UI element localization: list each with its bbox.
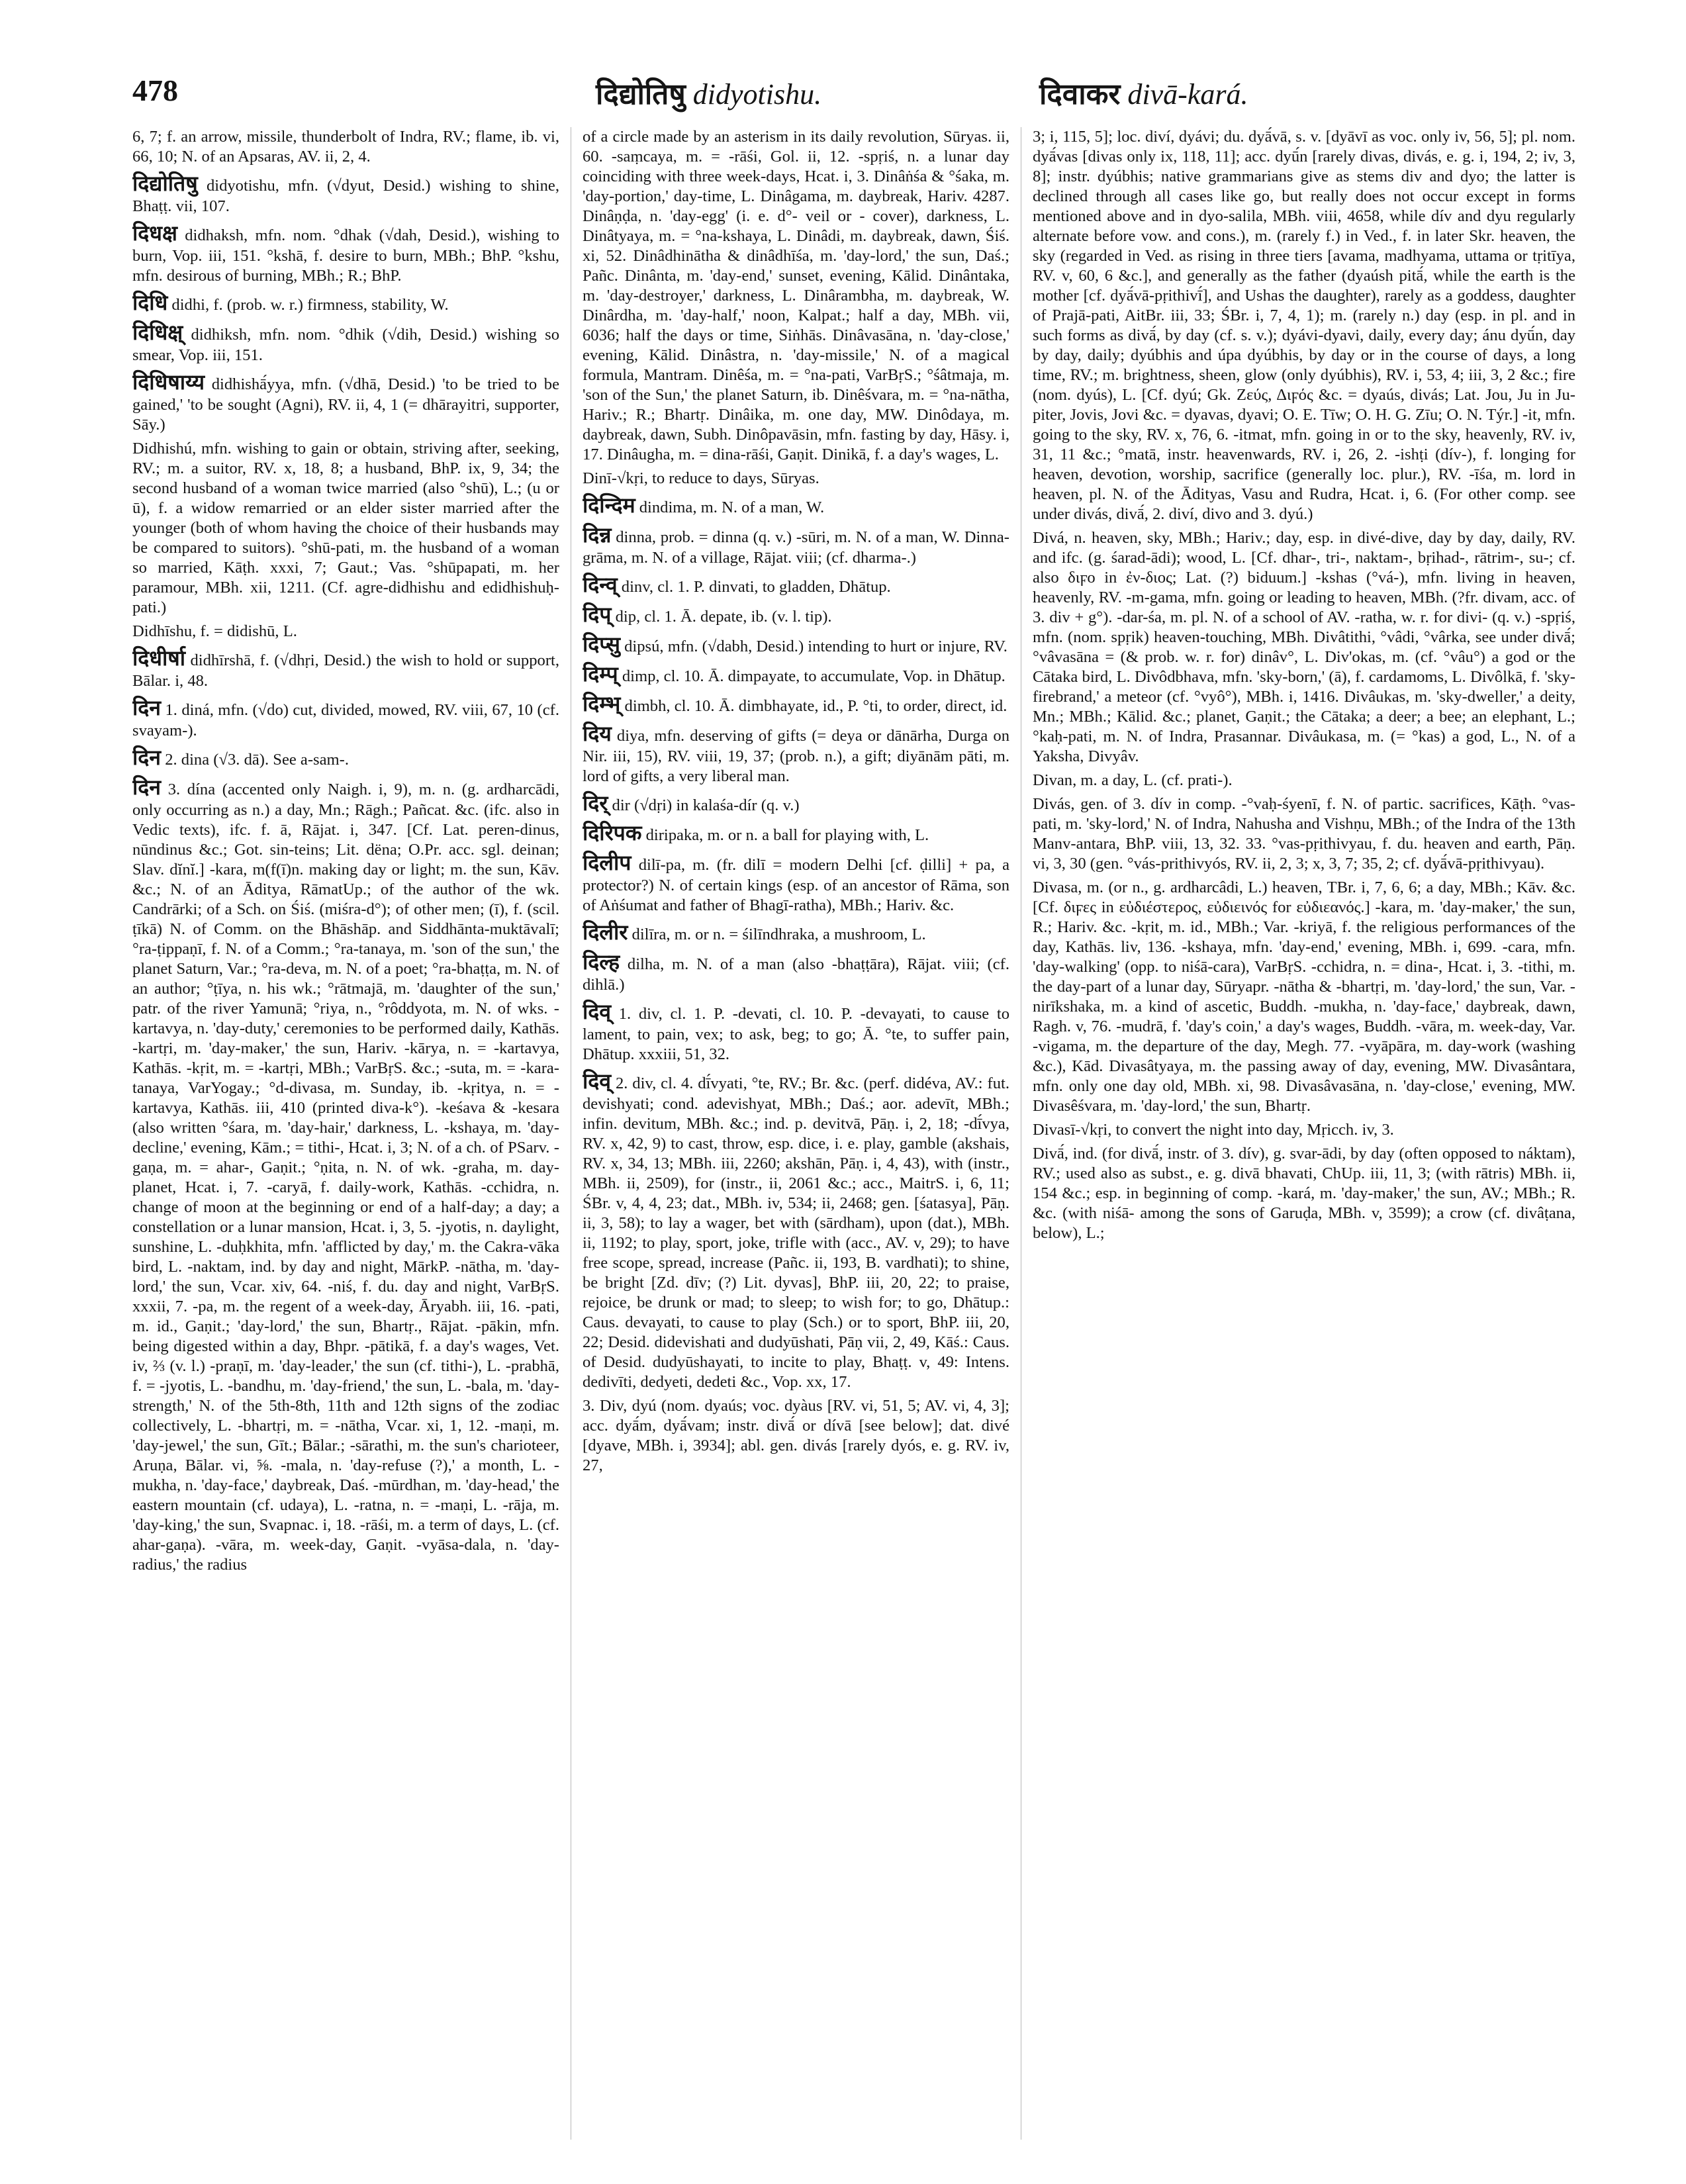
entry-text: didyotishu, mfn. (√dyut, Desid.) wishing to shine, Bhaṭṭ. vii, 107. (132, 177, 559, 216)
entry-paragraph (583, 820, 1009, 846)
entry-text: dindima, m. N. of a man, W. (639, 499, 825, 516)
entry-text: Didhīshu, f. = didishū, L. (132, 622, 297, 641)
dictionary-entry (132, 775, 559, 1575)
entry-continuation (1033, 1144, 1575, 1243)
entry-text: 2. div, cl. 4. dī́vyati, °te, RV.; Br. &c. (perf. didéva, AV.: fut. devishyati; cond. adevishyat, MBh.; Daś.; aor. adevīt, MBh.; infin. devitum, MBh. &c.; ind. p. devitvā, Pāṇ. i, 2, 18; -dī́vya, RV. x, 42, 9) to cast, throw, esp. dice, i. e. play, gamble (akshais, RV. x, 34, 13; MBh. iii, 2260; akshān, Pāṇ. i, 4, 43), with (instr., MBh. ii, 2509), for (instr., ii, 2061 &c.; acc., MaitrS. i, 6, 11; ŚBr. v, 4, 4, 23; dat., MBh. iv, 534; ii, 2468; gen. [śatasya], Pāṇ. ii, 3, 58); to lay a wager, bet with (sārdham), upon (dat.), MBh. ii, 1192; to play, sport, joke, trifle with (acc., AV. v, 29); to have free scope, spread, increase (Pañc. ii, 193, B. vardhati); to shine, be bright [Zd. dīv; (?) Lit. dyvas], BhP. iii, 20, 22; to praise, rejoice, be drunk or mad; to sleep; to wish for; to go, Dhātup.: Caus. devayati, to cause to play (Sch.) or to sport, BhP. iii, 20, 22; Desid. didevishati and dudyūshati, Pāṇ vii, 2, 49, Kāś.: Caus. of Desid. dudyūshayati, to incite to play, Bhaṭṭ. v, 49: Intens. dedivīti, dedyeti, dedeti &c., Vop. xx, 17. (583, 1074, 1009, 1392)
dictionary-entry (583, 572, 1009, 598)
left-running-head-roman: didyotishu. (692, 78, 822, 111)
dictionary-entry (583, 999, 1009, 1065)
entry-paragraph (132, 622, 559, 641)
right-running-head-devanagari: दिवाकर (1039, 78, 1121, 111)
entry-paragraph (1033, 771, 1575, 790)
entry-continuation (583, 1396, 1009, 1476)
entry-headword-devanagari: दिधि (132, 291, 168, 315)
dictionary-entry (132, 290, 559, 316)
dictionary-entry (583, 721, 1009, 786)
entry-text: Dinī-√kṛi, to reduce to days, Sūryas. (583, 469, 820, 487)
column-2 (583, 127, 1009, 2153)
entry-headword-devanagari: दिम्प् (583, 662, 618, 687)
dictionary-entry (583, 632, 1009, 657)
dictionary-entry (583, 661, 1009, 687)
entry-headword-devanagari: दिव् (583, 1069, 612, 1094)
entry-text: Divan, m. a day, L. (cf. prati-). (1033, 771, 1233, 789)
column-1 (132, 127, 559, 2153)
entry-headword-devanagari: दिधीर्षा (132, 646, 186, 671)
dictionary-entry (583, 790, 1009, 816)
entry-paragraph (583, 469, 1009, 489)
entry-headword-devanagari: दिल्ह (583, 950, 620, 974)
entry-paragraph (583, 493, 1009, 518)
dictionary-entry (132, 320, 559, 365)
entry-paragraph (132, 439, 559, 618)
entry-headword-devanagari: दिम्भ् (583, 692, 621, 716)
entry-paragraph (132, 290, 559, 316)
entry-paragraph (583, 632, 1009, 657)
entry-continuation (1033, 528, 1575, 767)
dictionary-entry (132, 369, 559, 435)
page-number: 478 (132, 73, 178, 107)
right-running-head-roman: divā-kará. (1127, 78, 1248, 111)
entry-text: Didhishú, mfn. wishing to gain or obtain, striving after, seeking, RV.; m. a suitor, RV. x, 18, 8; a husband, BhP. ix, 9, 34; the second husband of a woman twice married (also °shū), L.; (u or ū), f. a widow remarried or an elder sister married after the younger (both of whom having the choice of their husbands may be compared to suitors). °shū-pati, m. the husband of a woman so married, Kāṭh. xxxi, 7; Gaut.; Vas. °shūpapati, m. her paramour, MBh. xii, 1211. (Cf. agre-didhishu and edidhishuḥ-pati.) (132, 440, 559, 617)
entry-paragraph (132, 775, 559, 1575)
entry-headword-devanagari: दिव् (583, 1000, 612, 1024)
entry-text: didhi, f. (prob. w. r.) firmness, stability, W. (171, 296, 449, 314)
entry-paragraph (583, 1396, 1009, 1476)
dictionary-entry (583, 1068, 1009, 1392)
entry-text: didhaksh, mfn. nom. °dhak (√dah, Desid.), wishing to burn, Vop. iii, 151. °kshā, f. desire to burn, MBh.; BhP. °kshu, mfn. desirous of burning, MBh.; R.; BhP. (132, 226, 559, 285)
entry-paragraph (1033, 1144, 1575, 1243)
dictionary-entry (132, 745, 559, 771)
entry-continuation (1033, 1120, 1575, 1140)
entry-text: dilīra, m. or n. = śilīndhraka, a mushroom, L. (632, 926, 926, 944)
entry-headword-devanagari: दिन (132, 745, 162, 770)
dictionary-entry (583, 850, 1009, 916)
entry-paragraph (132, 745, 559, 771)
entry-paragraph (583, 661, 1009, 687)
entry-continuation (1033, 794, 1575, 874)
entry-text: diripaka, m. or n. a ball for playing with, L. (645, 826, 929, 845)
dictionary-entry (583, 949, 1009, 995)
entry-paragraph (583, 999, 1009, 1065)
entry-paragraph (583, 949, 1009, 995)
dictionary-entry (132, 220, 559, 286)
left-running-head-devanagari: दिद्योतिषु (596, 78, 686, 111)
entry-paragraph (583, 790, 1009, 816)
entry-text: dinv, cl. 1. P. dinvati, to gladden, Dhātup. (621, 578, 891, 596)
entry-headword-devanagari: दिर् (583, 791, 608, 816)
entry-continuation (583, 127, 1009, 465)
entry-paragraph (583, 572, 1009, 598)
entry-continuation (1033, 771, 1575, 790)
entry-headword-devanagari: दिधिक्ष् (132, 320, 183, 345)
entry-paragraph (583, 721, 1009, 786)
entry-paragraph (132, 220, 559, 286)
entry-headword-devanagari: दिय (583, 722, 612, 746)
entry-text: 1. diná, mfn. (√do) cut, divided, mowed, RV. viii, 67, 10 (cf. svayam-). (132, 701, 559, 740)
entry-text: didhiksh, mfn. nom. °dhik (√dih, Desid.) wishing so smear, Vop. iii, 151. (132, 326, 559, 365)
entry-paragraph (132, 695, 559, 741)
entry-continuation (132, 439, 559, 618)
entry-text: Divasa, m. (or n., g. ardharcâdi, L.) heaven, TBr. i, 7, 6, 6; a day, MBh.; Kāv. &c. [Cf. διϝες in εὐδιέστερος, εὐδιεινός for εὐδιεανός.] -kara, m. 'day-maker,' the sun, R.; Hariv. &c. -kṛit, m. id., MBh.; Var. -kriyā, f. the religious performances of the day, Kathās. liv, 136. -kshaya, mfn. 'day-end,' evening, MBh. i, 699. -cara, mfn. 'day-walking' (opp. to niśā-cara), VarBṛS. -cchidra, n. = dina-, Hcat. i, 3. -tithi, m. the day-part of a lunar day, Sūryapr. -nātha & -bhartṛi, m. 'day-lord,' the sun, Var. -nirīkshaka, m. a kind of ascetic, Buddh. -mukha, n. 'day-face,' daybreak, dawn, Ragh. v, 76. -mudrā, f. 'day's coin,' a day's wages, Buddh. -vāra, m. week-day, Var. -vigama, m. the departure of the day, Megh. 77. -vyāpāra, m. day-work (washing &c.), Kād. Divasâtyaya, m. the passing away of day, evening, MW. Divasântara, mfn. only one day old, MBh. xi, 98. Divasâvasāna, n. 'day-close,' evening, MW. Divasêśvara, m. 'day-lord,' the sun, Bhartṛ. (1033, 878, 1575, 1115)
entry-text: Divá, n. heaven, sky, MBh.; Hariv.; day, esp. in divé-dive, day by day, daily, RV. and ifc. (g. śarad-ādi); wood, L. [Cf. dhar-, tri-, naktam-, bṛihad-, rātrim-, su-; cf. also διϝο in ἐν-διος; Lat. (?) biduum.] -kshas (°vá-), mfn. living in heaven, heavenly, RV. -m-gama, mfn. going or leading to heaven, MBh. (?fr. divam, acc. of 3. div + g°). -dar-śa, m. pl. N. of a school of AV. -ratha, w. r. for divi- (q. v.) -spṛiś, mfn. (nom. spṛik) heaven-touching, MBh. Divâtithi, °vâdi, °vârka, see under divā́; °vâvasāna = (& prob. w. r. for) dinâv°, L. Div'okas, m. (cf. °vâu°) a god or the Cātaka bird, L. Divôdbhava, mfn. 'sky-born,' (ā), f. cardamoms, L. Divôlkā, f. 'sky-firebrand,' a meteor (cf. °vyô°), MBh. i, 1416. Divâukas, m. 'sky-dweller,' a deity, Mn.; MBh.; Kālid. &c.; planet, Gaṇit.; the Cātaka; a deer; a bee; an elephant, L.; °kaḥ-pati, m. N. of Indra, Prasannar. Divâukasa, m. (= °kas) a god, L., N. of a Yaksha, Divyâv. (1033, 529, 1575, 765)
entry-paragraph (583, 1068, 1009, 1392)
entry-paragraph (583, 920, 1009, 945)
entry-text: dir (√dṛi) in kalaśa-dír (q. v.) (612, 796, 800, 815)
entry-paragraph (1033, 1120, 1575, 1140)
dictionary-entry (583, 820, 1009, 846)
entry-continuation (132, 127, 559, 167)
entry-headword-devanagari: दिन (132, 775, 162, 800)
dictionary-entry (132, 645, 559, 691)
entry-text: dilī-pa, m. (fr. dilī = modern Delhi [cf. ḍilli] + pa, a protector?) N. of certain kings (esp. of an ancestor of Rāma, son of Aṅśumat and father of Bhagī-ratha), MBh.; Hariv. &c. (583, 856, 1009, 915)
entry-text: 6, 7; f. an arrow, missile, thunderbolt of Indra, RV.; flame, ib. vi, 66, 10; N. of an Apsaras, AV. ii, 2, 4. (132, 128, 559, 166)
entry-headword-devanagari: दिप् (583, 602, 612, 627)
entry-headword-devanagari: दिरिपक (583, 821, 642, 845)
entry-paragraph (132, 645, 559, 691)
entry-continuation (1033, 878, 1575, 1116)
entry-text: diya, mfn. deserving of gifts (= deya or dānārha, Durga on Nir. iii, 15), RV. viii, 19, 37; (prob. n.), a gift; diyānām pāti, m. lord of gifts, a very liberal man. (583, 727, 1009, 786)
entry-text: dimp, cl. 10. Ā. dimpayate, to accumulate, Vop. in Dhātup. (622, 667, 1006, 686)
dictionary-entry (583, 920, 1009, 945)
column-3 (1033, 127, 1575, 2153)
entry-text: didhishā́yya, mfn. (√dhā, Desid.) 'to be tried to be gained,' 'to be sought (Agni), RV. ii, 4, 1 (= dhārayitri, supporter, Sāy.) (132, 375, 559, 434)
entry-headword-devanagari: दिधिषाय्य (132, 370, 205, 395)
entry-paragraph (583, 127, 1009, 465)
dictionary-entry (583, 602, 1009, 628)
entry-continuation (1033, 127, 1575, 524)
entry-text: didhīrshā, f. (√dhṛi, Desid.) the wish to hold or support, Bālar. i, 48. (132, 651, 559, 690)
entry-continuation (132, 622, 559, 641)
entry-headword-devanagari: दिलीर (583, 920, 628, 945)
entry-paragraph (583, 602, 1009, 628)
entry-headword-devanagari: दिप्सु (583, 632, 620, 657)
entry-paragraph (1033, 127, 1575, 524)
entry-text: dinna, prob. = dinna (q. v.) -sūri, m. N. of a man, W. Dinna-grāma, m. N. of a village, Rājat. viii; (cf. dharma-.) (583, 528, 1009, 567)
entry-text: dilha, m. N. of a man (also -bhaṭṭāra), Rājat. viii; (cf. dihlā.) (583, 955, 1009, 994)
entry-continuation (583, 469, 1009, 489)
entry-paragraph (583, 522, 1009, 568)
entry-text: Divā́, ind. (for divā́, instr. of 3. dív), g. svar-ādi, by day (often opposed to náktam), RV.; used also as subst., e. g. divā bhavati, ChUp. iii, 11, 3; (with rātris) MBh. ii, 154 &c.; esp. in beginning of comp. -kará, m. 'day-maker,' the sun, AV.; MBh.; R. &c. (with niśā- among the sons of Garuḍa, MBh. v, 3599); a crow (cf. divâṭana, below), L.; (1033, 1145, 1575, 1242)
dictionary-entry (132, 695, 559, 741)
entry-headword-devanagari: दिन्दिम (583, 493, 635, 517)
dictionary-entry (132, 171, 559, 216)
entry-text: 1. div, cl. 1. P. -devati, cl. 10. P. -devayati, to cause to lament, to pain, vex; to ask, beg; to go; Ā. °te, to suffer pain, Dhātup. xxxiii, 51, 32. (583, 1005, 1009, 1064)
entry-text: 2. dina (√3. dā). See a-sam-. (165, 751, 349, 769)
entry-paragraph (583, 691, 1009, 717)
entry-text: Divasī-√kṛi, to convert the night into day, Mṛicch. iv, 3. (1033, 1121, 1394, 1139)
entry-text: 3; i, 115, 5]; loc. diví, dyávi; du. dyā́vā, s. v. [dyāvī as voc. only iv, 56, 5]; pl. nom. dyā́vas [divas only ix, 118, 11]; acc. dyū́n [rarely divas, divás, e. g. i, 194, 2; iv, 3, 8]; instr. dyúbhis; native grammarians give as stems div and dyo; the latter is declined through all cases like go, but really does not occur except in forms mentioned above and in dyo-salila, MBh. viii, 4658, while dív and dyu regularly alternate before vow. and cons.), m. (rarely f.) in Ved., f. in later Skr. heaven, the sky (regarded in Ved. as rising in three tiers [avama, madhyama, uttama or tṛitīya, RV. v, 60, 6 &c.], and generally as the father (dyaúsh pitā́, while the earth is the mother [cf. dyā́vā-pṛithivī́], and Ushas the daughter), rarely as a goddess, daughter of Prajā-pati, AitBr. iii, 33; ŚBr. i, 7, 4, 1); m. (rarely n.) day (esp. in pl. and in such forms as divā́, by day (cf. s. v.); dyávi-dyavi, daily, every day; ánu dyū́n, day by day, daily; dyúbhis and úpa dyúbhis, by day or in the course of days, a long time, RV.; m. brightness, sheen, glow (only dyúbhis), RV. i, 53, 4; iii, 3, 2 &c.; fire (nom. dyús), L. [Cf. dyú; Gk. Ζεύς, Διϝός &c. = dyaús, divás; Lat. Jou, Ju in Ju-piter, Jovis, Jovi &c. = dyavas, dyavi; O. E. Tīw; O. H. G. Zīu; O. N. Týr.] -it, mfn. going to the sky, RV. x, 76, 6. -itmat, mfn. going in or to the sky, heavenly, RV. iv, 31, 11 &c.; °matā, instr. heavenwards, RV. i, 26, 2. -ishṭi (dív-), f. longing for heaven, devotion, worship, sacrifice (generally loc. plur.), RV. -īśa, m. lord in heaven, pl. N. of the Ādityas, Vasu and Rudra, Hcat. i, 6. (For other comp. see under divás, divā́, 2. diví, divo and 3. dyú.) (1033, 128, 1575, 523)
entry-text: dimbh, cl. 10. Ā. dimbhayate, id., P. °ti, to order, direct, id. (624, 697, 1007, 716)
entry-paragraph (132, 127, 559, 167)
dictionary-entry (583, 691, 1009, 717)
entry-text: dip, cl. 1. Ā. depate, ib. (v. l. tip). (615, 608, 832, 626)
left-running-head (596, 73, 821, 113)
dictionary-entry (583, 522, 1009, 568)
entry-text: 3. dína (accented only Naigh. i, 9), m. n. (g. ardharcādi, only occurring as n.) a day, Mn.; Rāgh.; Pañcat. &c. (ifc. also in Vedic texts), ifc. f. ā, Rājat. i, 347. [Cf. Lat. peren-dinus, nūndinus &c.; Got. sin-teins; Lit. dëna; O.Pr. acc. sgl. deinan; Slav. dĭnĭ.] -kara, m(f(ī)n. making day or light; m. the sun, Kāv. &c.; N. of an Āditya, RāmatUp.; of the author of the wk. Candrārki; of a Sch. on Śiś. (miśra-d°); of other men; (ī), f. (scil. ṭīkā) N. of Comm. on the Bhāshāp. and Siddhānta-muktāvalī; °ra-ṭippaṇī, f. N. of a Comm.; °ra-tanaya, m. 'son of the sun,' the planet Saturn, Var.; °ra-deva, m. N. of a poet; °ra-bhaṭṭa, m. N. of an author; °ṭīya, n. his wk.; °rātmajā, m. 'daughter of the sun,' patr. of the river Yamunā; °riya, n., °rôddyota, m. N. of wks. -kartavya, n. 'day-duty,' ceremonies to be performed daily, Kathās. -kartṛi, m. 'day-maker,' the sun, Hariv. -kārya, n. = -kartavya, Kathās. -kṛit, m. = -kartṛi, MBh.; VarBṛS. &c.; -suta, m. = -kara-tanaya, VarYogay.; °d-divasa, m. Sunday, ib. -kṛitya, n. = -kartavya, Kathās. iii, 410 (printed diva-k°). -keśava & -kesara (also written °śara, m. 'day-hair,' darkness, L. -kshaya, m. 'day-decline,' evening, Kām.; = tithi-, Hcat. i, 3; N. of a ch. of PSarv. -gaṇa, m. = ahar-, Gaṇit.; °ṇita, n. N. of wk. -graha, m. day-planet, Hcat. i, 7. -caryā, f. daily-work, Kathās. -cchidra, n. change of moon at the beginning or end of a half-day; a day; a constellation or a lunar mansion, Hcat. i, 3, 5. -jyotis, n. daylight, sunshine, L. -duḥkhita, mfn. 'afflicted by day,' m. the Cakra-vāka bird, L. -naktam, ind. by day and night, MārkP. -nātha, m. 'day-lord,' the sun, Vcar. xiv, 64. -niś, f. du. day and night, VarBṛS. xxxii, 7. -pa, m. the regent of a week-day, Āryabh. iii, 16. -pati, m. id., Gaṇit.; 'day-lord,' the sun, Bhartṛ., Rājat. -pākin, mfn. being digested within a day, Bhpr. -pātikā, f. a day's wages, Vet. iv, ⅔ (v. l.) -praṇī, m. 'day-leader,' the sun (cf. tithi-), L. -prabhā, f. = -jyotis, L. -bandhu, m. 'day-friend,' the sun, L. -bala, m. 'day-strength,' N. of the 5th-8th, 11th and 12th signs of the zodiac collectively, L. -bhartṛi, m. = -nātha, Vcar. xi, 1, 12. -maṇi, m. 'day-jewel,' the sun, Gīt.; Bālar.; -sārathi, m. the sun's charioteer, Aruṇa, Bālar. vi, ⅝. -mala, n. 'day-refuse (?),' a month, L. -mukha, n. 'day-face,' daybreak, Daś. -mūrdhan, m. 'day-head,' the eastern mountain (cf. udaya), L. -ratna, n. = -maṇi, L. -rāja, m. 'day-king,' the sun, Svapnac. i, 18. -rāśi, m. a term of days, L. (cf. ahar-gaṇa). -vāra, m. week-day, Gaṇit. -vyāsa-dala, n. 'day-radius,' the radius (132, 781, 559, 1574)
entry-paragraph (1033, 878, 1575, 1116)
entry-paragraph (132, 369, 559, 435)
entry-paragraph (1033, 794, 1575, 874)
entry-headword-devanagari: दिन्न (583, 523, 612, 547)
dictionary-entry (583, 493, 1009, 518)
entry-text: of a circle made by an asterism in its daily revolution, Sūryas. ii, 60. -saṃcaya, m. = -rāśi, Gol. ii, 12. -spṛiś, n. a lunar day coinciding with three week-days, Hcat. i, 3. Dinâṅśa & °śaka, m. 'day-portion,' day-time, L. Dinâgama, m. daybreak, Hariv. 4287. Dinâṇḍa, n. 'day-egg' (i. e. d°- veil or - cover), darkness, L. Dinâtyaya, m. = °na-kshaya, L. Dinâdi, m. daybreak, dawn, Śiś. xi, 52. Dinâdhinātha & dinâdhīśa, m. 'day-lord,' the sun, Daś.; Pañc. Dinânta, m. 'day-end,' sunset, evening, Kālid. Dinântaka, m. 'day-destroyer,' darkness, L. Dinârambha, m. daybreak, W. Dinârdha, m. 'day-half,' noon, Kalpat.; half a day, MBh. vii, 6036; half the days or time, Siṅhās. Dinâvasāna, n. 'day-close,' evening, Kālid. Dinâstra, n. 'day-missile,' N. of a magical formula, Mantram. Dinêśa, m. = °na-pati, VarBṛS.; °śâtmaja, m. 'son of the Sun,' the planet Saturn, ib. Dinêśvara, m. = °na-nātha, Hariv.; R.; Bhartṛ. Dinâika, m. one day, MW. Dinôdaya, m. daybreak, dawn, Subh. Dinôpavāsin, mfn. fasting by day, Hāsy. i, 17. Dinâugha, m. = dina-rāśi, Gaṇit. Dinikā, f. a day's wages, L. (583, 128, 1009, 463)
entry-paragraph (132, 171, 559, 216)
entry-text: Divás, gen. of 3. dív in comp. -°vaḥ-śyenī, f. N. of partic. sacrifices, Kāṭh. °vas-pati, m. 'sky-lord,' N. of Indra, Nahusha and Vishṇu, MBh.; of the Indra of the 13th Manv-antara, BhP. viii, 13, 32. 33. °vas-pṛithivyau, f. du. heaven and earth, Pāṇ. vi, 3, 30 (gen. °vás-prithivyós, RV. ii, 2, 3; x, 3, 7; 35, 2; cf. dyā́vā-pṛithivyau). (1033, 795, 1575, 873)
page-header (132, 73, 1575, 119)
entry-text: dipsú, mfn. (√dabh, Desid.) intending to hurt or injure, RV. (624, 638, 1007, 656)
entry-text: 3. Div, dyú (nom. dyaús; voc. dyàus [RV. vi, 51, 5; AV. vi, 4, 3]; acc. dyā́m, dyā́vam; instr. divā́ or dívā [see below]; dat. divé [dyave, MBh. i, 3934]; abl. gen. divás [rarely dyós, e. g. RV. iv, 27, (583, 1397, 1009, 1475)
entry-headword-devanagari: दिन्व् (583, 573, 618, 597)
entry-paragraph (1033, 528, 1575, 767)
entry-headword-devanagari: दिद्योतिषु (132, 171, 198, 195)
right-running-head (1039, 73, 1248, 113)
entry-paragraph (583, 850, 1009, 916)
entry-headword-devanagari: दिन (132, 696, 162, 720)
entry-paragraph (132, 320, 559, 365)
entry-headword-devanagari: दिलीप (583, 851, 632, 875)
entry-headword-devanagari: दिधक्ष (132, 221, 177, 246)
